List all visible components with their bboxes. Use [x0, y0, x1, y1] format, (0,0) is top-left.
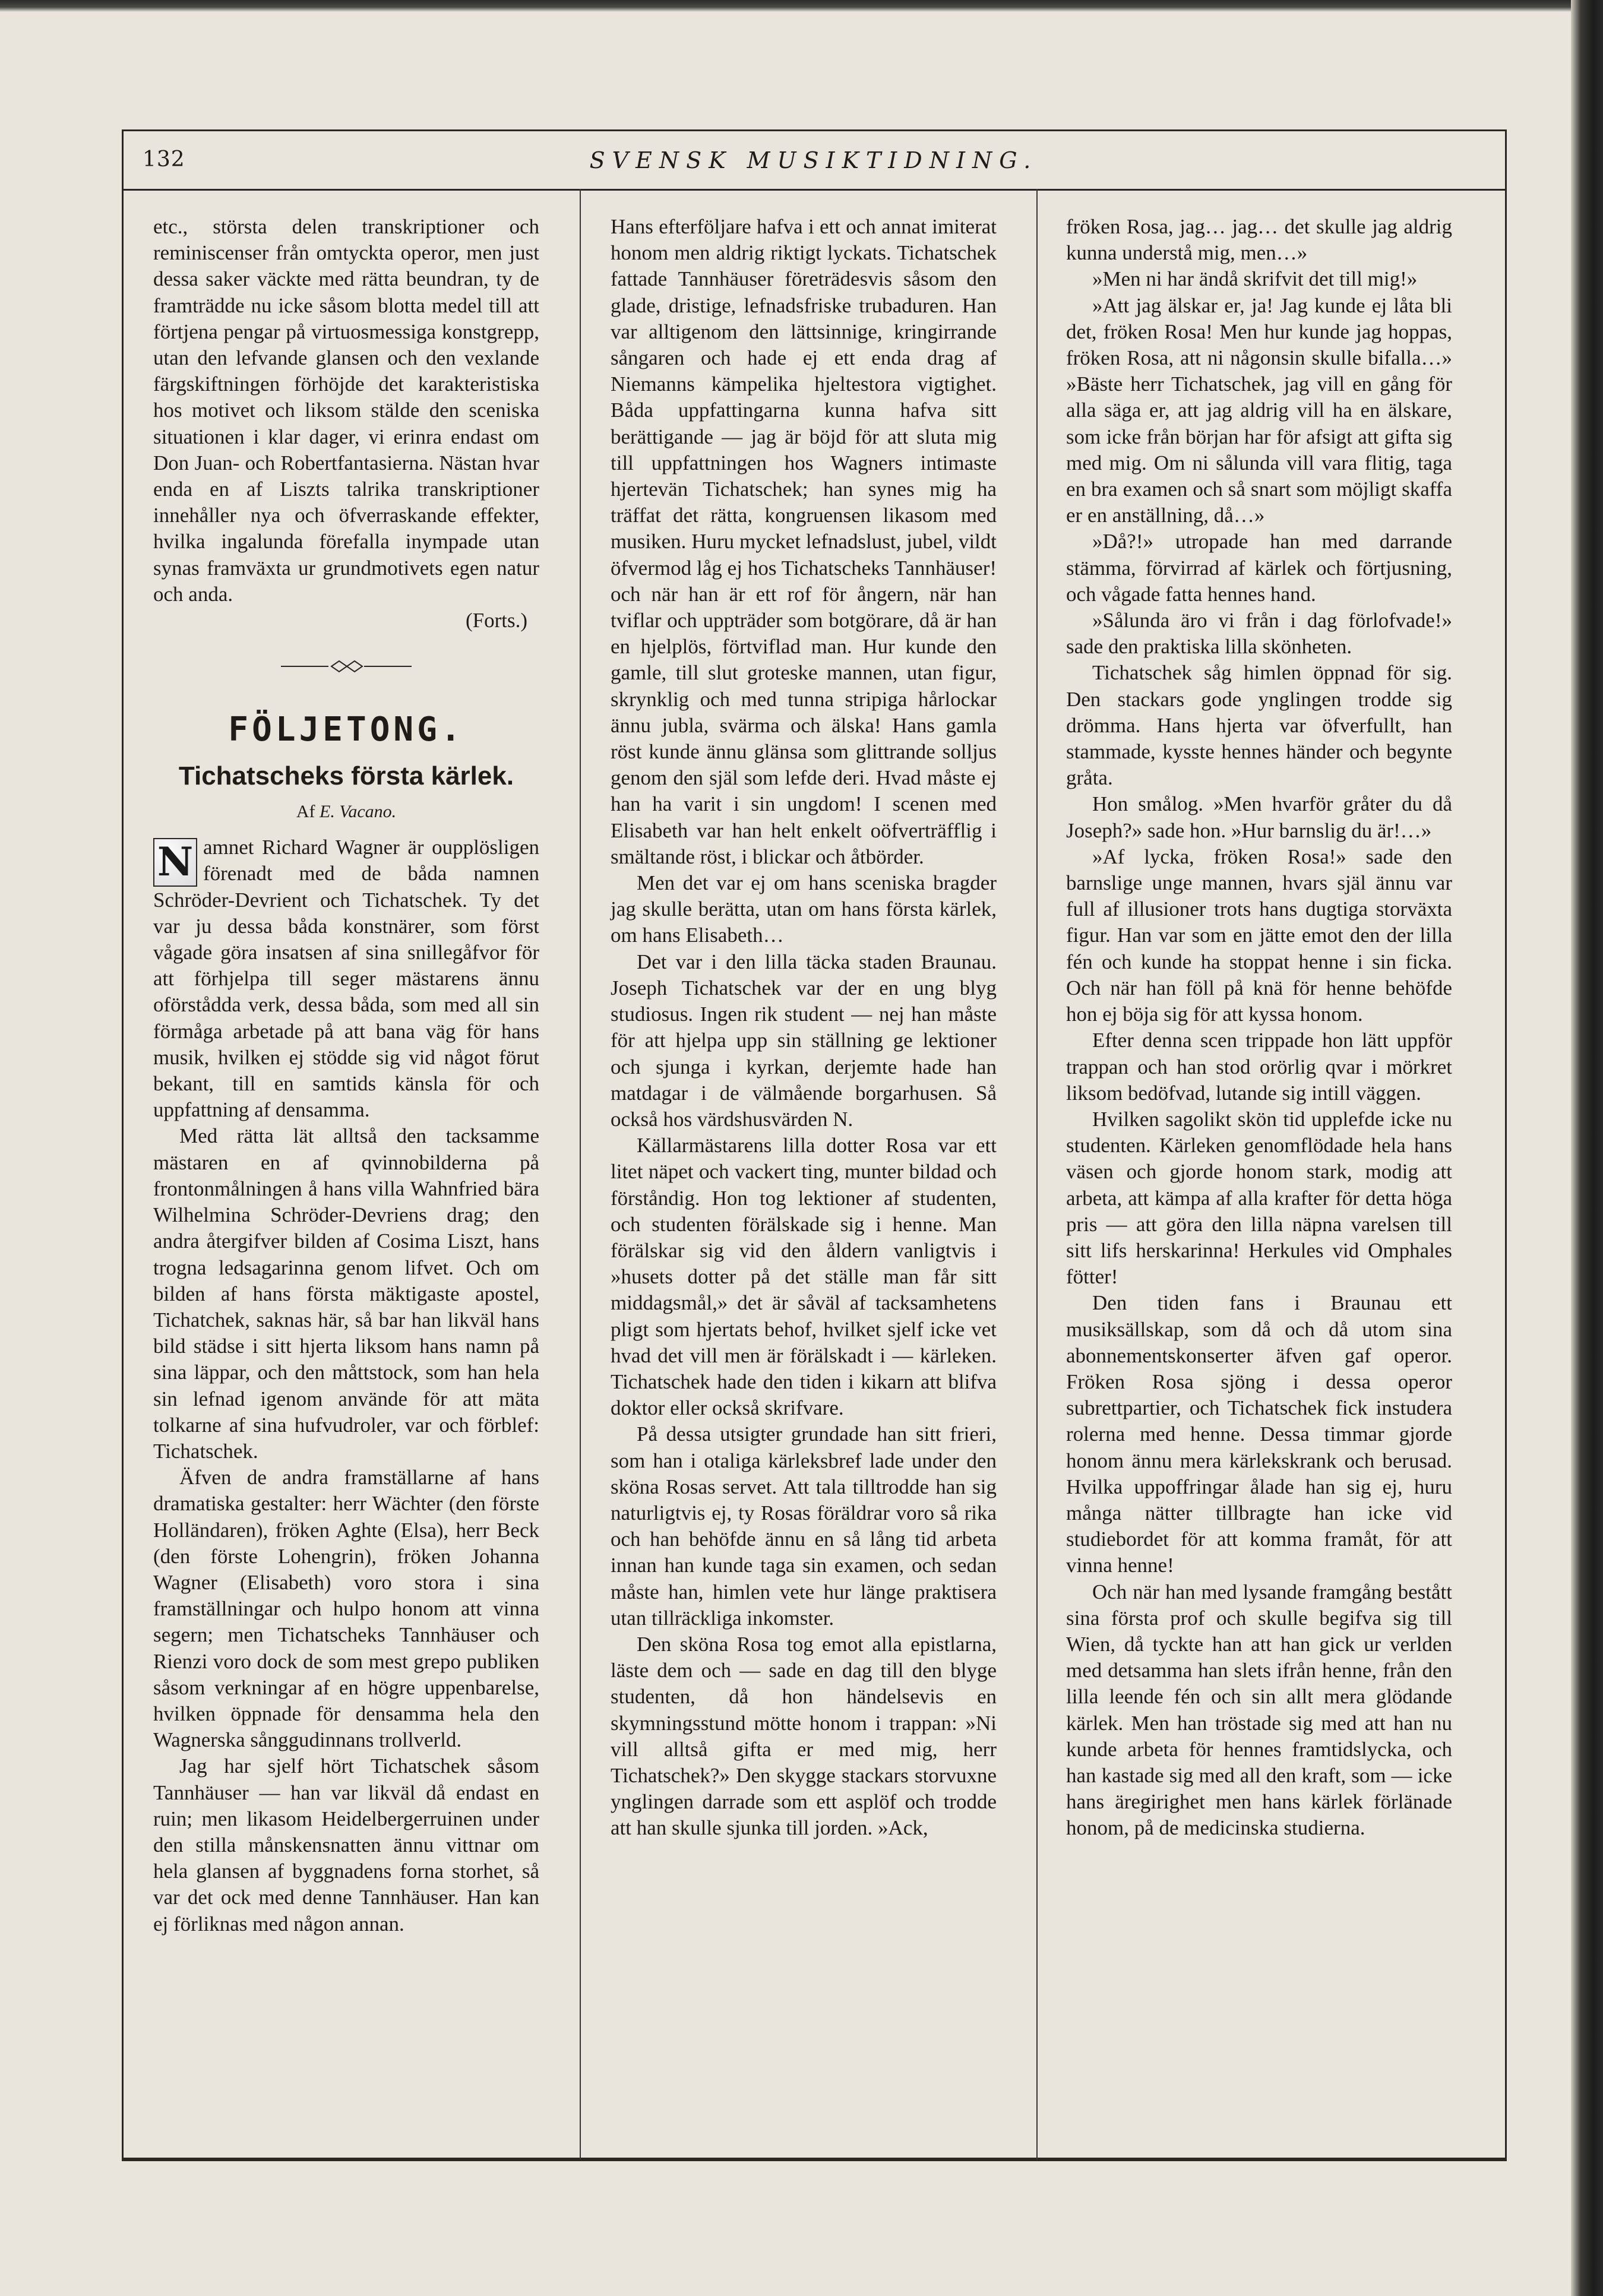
page-number: 132 — [143, 147, 185, 172]
byline-author: E. Vacano. — [320, 802, 397, 822]
article-paragraph: Källarmästarens lilla dotter Rosa var ett litet näpet och vackert ting, munter bildad och förståndig. Hon tog lektioner af studenten, och studenten förälskade sig i henne. Man förälskar sig vid den åldern vanligtvis i »husets dotter på det ställe man får sitt middagsmål,» det är såväl af tacksamhetens pligt som hjertats behof, hvilket sjelf icke vet hvad det vill men är förälskadt i — kärleken. Tichatschek hade den tiden i kikarn att blifva doktor eller också skrifvare. — [611, 1134, 997, 1420]
ornament-divider — [153, 656, 539, 674]
article-paragraph: Det var i den lilla täcka staden Braunau. Joseph Tichatschek var der en ung blyg studiosus. Ingen rik student — nej han måste för att hjelpa upp sin ställning ge lektioner och sjunga i kyrkan, derjemte hade han matdagar i de välmående borgarhusen. Så också hos värdshusvärden N. — [611, 950, 997, 1131]
journal-title: SVENSK MUSIKTIDNING. — [589, 147, 1038, 173]
article-paragraph: Och när han med lysande framgång bestått sina första prof och skulle begifva sig till Wien, då tyckte han att han gick ur verlden med detsamma han slets ifrån henne, från den lilla leende fén och sin allt mera glödande kärlek. Men han tröstade sig med att han nu kunde arbeta för hennes framtidslycka, och han kastade sig med all den kraft, som — icke hans äregirighet men hans kärlek förlänade honom, på de medicinska studierna. — [1066, 1580, 1452, 1840]
continued-marker: (Forts.) — [465, 609, 527, 632]
article-paragraph: Den sköna Rosa tog emot alla epistlarna, läste dem och — sade en dag till den blyge studenten, då hon händelsevis en skymningsstund mötte honom i trappan: »Ni vill alltså gifta er med mig, herr Tichatschek?» Den skygge stackars storvuxne ynglingen darrade som ett asplöf och trodde att han skulle sjunka till jorden. »Ack, — [611, 1632, 997, 1840]
byline — [153, 799, 539, 825]
scan-edge-right — [1571, 0, 1603, 2296]
article-paragraph: Den tiden fans i Braunau ett musiksällskap, som då och då utom sina abonnementskonserter äfven gaf operor. Fröken Rosa sjöng i dessa operor subrettpartier, och Tichatschek fick instudera rolerna med henne. Dessa timmar gjorde honom ännu mera kärlekskrank och berusad. Hvilka uppoffringar ålade han sig ej, huru många nätter tillbragte han icke vid studiebordet för att komma framåt, för att vinna henne! — [1066, 1291, 1452, 1577]
article-paragraph: »Af lycka, fröken Rosa!» sade den barnslige unge mannen, hvars själ ännu var full af illusioner trots hans dugtiga storväxta figur. Han var som en jätte emot den der lilla fén och kunde ha stoppat henne i sin ficka. Och när han föll på knä för henne behöfde hon ej böja sig för att kyssa honom. — [1066, 845, 1452, 1026]
ornament-flourish-icon — [281, 659, 412, 674]
footer-rule — [122, 2159, 1507, 2161]
article-paragraph: Äfven de andra framställarne af hans dramatiska gestalter: herr Wächter (den förste Holländaren), fröken Aghte (Elsa), herr Beck (den förste Lohengrin), fröken Johanna Wagner (Elisabeth) voro stora i sina framställningar och hulpo honom att vinna segern; men Tichatscheks Tannhäuser och Rienzi voro dock de som mest grepo publiken såsom verkningar af en högre uppenbarelse, hvilken öppnade för densamma hela den Wagnerska sånggudinnans trollverld. — [153, 1466, 539, 1752]
article-paragraph: Med rätta lät alltså den tacksamme mästaren en af qvinnobilderna på frontonmålningen å hans villa Wahnfried bära Wilhelmina Schröder-Devriens drag; den andra återgifver bilden af Cosima Liszt, hans trogna ledsagarinna genom lifvet. Och om bilden af hans första mäktigaste apostel, Tichatchek, saknas här, så bar han likväl hans bild städse i sitt hjerta liksom hans namn på sina läppar, och den måttstock, som han hela sin lefnad igenom använde för att mäta tolkarne af sina hufvudroler, var och förblef: Tichatschek. — [153, 1124, 539, 1463]
article-paragraph: Jag har sjelf hört Tichatschek såsom Tannhäuser — han var likväl då endast en ruin; men likasom Heidelbergerruinen under den stilla månskensnatten ännu vittnar om hela glansen af byggnadens forna storhet, så var det ock med denne Tannhäuser. Han kan ej förliknas med någon annan. — [153, 1754, 539, 1936]
column-3 — [1066, 214, 1452, 1842]
column-divider-1 — [580, 189, 581, 2159]
article-opening — [153, 834, 539, 1123]
section-heading: FÖLJETONG. — [228, 710, 464, 749]
column-1 — [153, 214, 539, 1937]
byline-prefix: Af — [296, 802, 315, 822]
intro-paragraph: etc., största delen transkriptioner och reminiscenser från omtyckta operor, men just dessa saker väckte med rätta beundran, ty de framträdde nu icke såsom blotta medel till att förtjena pengar på virtuosmessiga konstgrepp, utan den lefvande glansen och den vexlande färgskiftningen förhöjde det karakteristiska hos motivet och liksom stälde den sceniska situationen i klar dager, vi erinra endast om Don Juan- och Robertfantasierna. Nästan hvar enda en af Liszts talrika transkriptioner innehåller nya och öfverraskande effekter, hvilka ingalunda förefalla inympade utan synas framväxta ur grundmotivets egen natur och anda. — [153, 215, 539, 606]
article-paragraph: fröken Rosa, jag… jag… det skulle jag aldrig kunna understå mig, men…» — [1066, 215, 1452, 265]
article-paragraph: »Att jag älskar er, ja! Jag kunde ej låta bli det, fröken Rosa! Men hur kunde jag hoppas, fröken Rosa, att ni någonsin skulle bifalla…» »Bäste herr Tichatschek, jag vill en gång för alla säga er, att jag aldrig vill ha en älskare, som icke från början har för afsigt att gifta sig med mig. Om ni sålunda vill vara flitig, taga en bra examen och så snart som möjligt skaffa er en anställning, då…» — [1066, 293, 1452, 527]
scan-edge-top — [0, 0, 1603, 12]
article-paragraph: »Men ni har ändå skrifvit det till mig!» — [1092, 267, 1418, 291]
article-paragraph: amnet Richard Wagner är oupplösligen förenadt med de båda namnen Schröder-Devrient och Tichatschek. Ty det var ju dessa båda konstnärer, som först vågade göra insatsen af sina snillegåfvor för att förhjelpa till seger mästarens ännu oförstådda verk, dessa båda, som med all sin förmåga arbetade på att bana väg för hans musik, hvilken ej stödde sig vid något förut bekant, till en samtids känsla för och uppfattning af densamma. — [153, 836, 539, 1122]
article-paragraph: Tichatschek såg himlen öppnad för sig. Den stackars gode ynglingen trodde sig drömma. Hans hjerta var öfverfullt, han stammade, kysste hennes händer och begynte gråta. — [1066, 661, 1452, 790]
article-paragraph: Hans efterföljare hafva i ett och annat imiterat honom men aldrig riktigt lyckats. Tichatschek fattade Tannhäuser företrädesvis såsom den glade, dristige, lefnadsfriske trubaduren. Han var alltigenom den lättsinnige, kringirrande sångaren och hade ej ett enda drag af Niemanns kämpelika hjeltestora vigtighet. Båda uppfattingarna kunna hafva sitt berättigande — jag är böjd för att sluta mig till uppfattningen hos Wagners intimaste hjertevän Tichatschek; han synes mig ha träffat det rätta, kongruensen likasom med musiken. Huru mycket lefnadslust, jubel, vildt öfvermod låg ej hos Tichatscheks Tannhäuser! och när han är ett rof för ångern, när han tviflar och uppträder som botgörare, då är han en hjelplös, förtviflad man. Hur kunde den gamle, till slut groteske mannen, utan figur, skrynklig och med tunna stripiga hårlockar ännu jubla, svärma och älska! Hans gamla röst kunde ännu glänsa som glittrande solljus genom den själ som lefde deri. Hvad måste ej han ha varit i sin ungdom! I scenen med Elisabeth var han helt enkelt oöfverträfflig i smältande röst, i blickar och åtbörder. — [611, 215, 997, 868]
article-paragraph: »Då?!» utropade han med darrande stämma, förvirrad af kärlek och förtjusning, och vågade fatta hennes hand. — [1066, 530, 1452, 606]
article-paragraph: Men det var ej om hans sceniska bragder jag skulle berätta, utan om hans första kärlek, om hans Elisabeth… — [611, 871, 997, 947]
column-2 — [611, 214, 997, 1842]
article-paragraph: På dessa utsigter grundade han sitt frieri, som han i otaliga kärleksbref lade under den sköna Rosas servet. Att tala tilltrodde han sig naturligtvis ej, ty Rosas föräldrar voro så rika och han behöfde ännu en så lång tid arbeta innan han kunde taga sin examen, och sedan måste han, himlen vete hur länge praktisera utan tillräckliga inkomster. — [611, 1422, 997, 1630]
column-divider-2 — [1036, 189, 1038, 2159]
article-paragraph: Efter denna scen trippade hon lätt uppför trappan och han stod orörlig qvar i mörkret liksom bedöfvad, lutande sig intill väggen. — [1066, 1029, 1452, 1105]
dropcap: N — [153, 838, 197, 887]
header-rule — [122, 189, 1507, 191]
article-paragraph: Hon smålog. »Men hvarför gråter du då Joseph?» sade hon. »Hur barnslig du är!…» — [1066, 792, 1452, 842]
running-head — [137, 143, 1491, 184]
article-paragraph: Hvilken sagolikt skön tid upplefde icke nu studenten. Kärleken genomflödade hela hans väsen och gjorde honom stark, modig att arbeta, att kämpa af alla krafter för detta höga pris — att göra den lilla näpna varelsen till sitt lifs herskarinna! Herkules vid Omphales fötter! — [1066, 1107, 1452, 1289]
article-paragraph: »Sålunda äro vi från i dag förlofvade!» sade den praktiska lilla skönheten. — [1066, 609, 1452, 659]
article-title: Tichatscheks första kärlek. — [178, 761, 514, 791]
